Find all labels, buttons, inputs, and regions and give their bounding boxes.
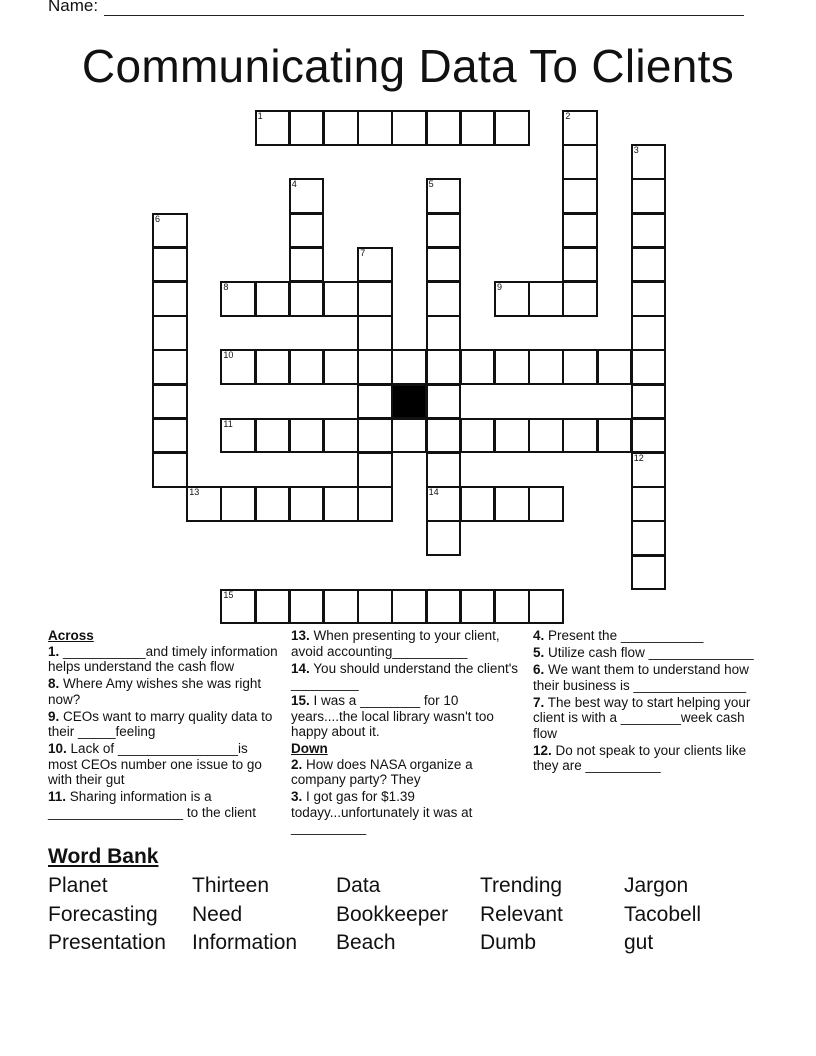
grid-cell[interactable] bbox=[255, 281, 291, 317]
grid-cell[interactable] bbox=[631, 452, 667, 488]
grid-cell[interactable] bbox=[460, 349, 496, 385]
grid-cell[interactable] bbox=[631, 555, 667, 591]
across-clue-1: 1. ___________and timely information helps understand the cash flow bbox=[48, 643, 278, 674]
grid-cell[interactable] bbox=[220, 349, 256, 385]
grid-cell[interactable] bbox=[426, 520, 462, 556]
across-clue-8: 8. Where Amy wishes she was right now? bbox=[48, 676, 262, 707]
grid-cell[interactable] bbox=[255, 486, 291, 522]
down-heading: Down bbox=[291, 741, 328, 756]
word-bank bbox=[48, 872, 768, 958]
grid-cell[interactable] bbox=[289, 349, 325, 385]
grid-cell[interactable] bbox=[631, 213, 667, 249]
grid-cell[interactable] bbox=[426, 281, 462, 317]
word-bank-word: Dumb bbox=[480, 931, 537, 954]
grid-cell[interactable] bbox=[460, 589, 496, 625]
cell-number: 4 bbox=[291, 179, 297, 190]
grid-cell[interactable] bbox=[528, 486, 564, 522]
grid-cell[interactable] bbox=[528, 281, 564, 317]
word-bank-word: Forecasting bbox=[48, 902, 158, 926]
grid-cell[interactable] bbox=[289, 110, 325, 146]
grid-cell[interactable] bbox=[323, 349, 359, 385]
down-clue-2: 2. How does NASA organize a company party? They bbox=[291, 756, 473, 787]
grid-cell[interactable] bbox=[426, 349, 462, 385]
grid-cell[interactable] bbox=[631, 281, 667, 317]
grid-cell[interactable] bbox=[631, 520, 667, 556]
grid-cell[interactable] bbox=[357, 452, 393, 488]
down-clue-12: 12. Do not speak to your clients like they are __________ bbox=[533, 742, 747, 773]
clue-column-1 bbox=[48, 628, 278, 822]
page-title: Communicating Data To Clients bbox=[81, 40, 735, 92]
grid-cell[interactable] bbox=[220, 418, 256, 454]
cell-number: 14 bbox=[428, 487, 439, 498]
word-bank-title: Word Bank bbox=[48, 845, 159, 868]
grid-cell[interactable] bbox=[255, 418, 291, 454]
grid-cell[interactable] bbox=[152, 281, 188, 317]
cell-number: 9 bbox=[497, 282, 503, 292]
grid-cell[interactable] bbox=[289, 213, 325, 249]
grid-cell[interactable] bbox=[494, 110, 530, 146]
grid-cell[interactable] bbox=[494, 589, 530, 625]
grid-cell[interactable] bbox=[631, 315, 667, 351]
grid-cell[interactable] bbox=[186, 486, 222, 522]
word-bank-word: Relevant bbox=[480, 902, 563, 926]
down-clue-4: 4. Present the ___________ bbox=[533, 628, 704, 643]
grid-cell[interactable] bbox=[289, 281, 325, 317]
word-bank-word: Need bbox=[192, 902, 243, 926]
grid-cell[interactable] bbox=[357, 110, 393, 146]
grid-cell[interactable] bbox=[152, 452, 188, 488]
down-clue-3: 3. I got gas for $1.39 todayy...unfortunately it was at __________ bbox=[291, 789, 473, 835]
grid-cell[interactable] bbox=[323, 486, 359, 522]
grid-cell[interactable] bbox=[562, 178, 598, 214]
word-bank-word: Presentation bbox=[48, 931, 166, 954]
grid-cell[interactable] bbox=[391, 349, 427, 385]
cell-number: 6 bbox=[155, 213, 161, 224]
grid-cell[interactable] bbox=[426, 486, 462, 522]
grid-cell[interactable] bbox=[426, 452, 462, 488]
across-clue-14: 14. You should understand the client's _________ bbox=[291, 660, 519, 691]
word-bank-word: Beach bbox=[336, 931, 396, 954]
grid-cell[interactable] bbox=[289, 178, 325, 214]
grid-cell[interactable] bbox=[357, 247, 393, 283]
grid-cell[interactable] bbox=[289, 247, 325, 283]
grid-cell[interactable] bbox=[631, 418, 667, 454]
down-clue-6: 6. We want them to understand how their business is _______________ bbox=[533, 662, 749, 693]
grid-cell[interactable] bbox=[357, 315, 393, 351]
down-clue-7: 7. The best way to start helping your client is with a ________week cash flow bbox=[533, 694, 751, 741]
grid-cell[interactable] bbox=[631, 349, 667, 385]
grid-cell[interactable] bbox=[391, 418, 427, 454]
grid-cell[interactable] bbox=[357, 418, 393, 454]
word-bank-word: Jargon bbox=[624, 874, 689, 897]
across-clue-11: 11. Sharing information is a __________________ to the client bbox=[48, 789, 256, 820]
cell-number: 12 bbox=[633, 453, 644, 463]
grid-cell[interactable] bbox=[562, 247, 598, 283]
grid-cell[interactable] bbox=[255, 110, 291, 146]
grid-cell[interactable] bbox=[631, 144, 667, 180]
word-bank-word: Planet bbox=[48, 874, 108, 897]
grid-cell[interactable] bbox=[357, 384, 393, 420]
grid-cell[interactable] bbox=[391, 589, 427, 625]
grid-cell[interactable] bbox=[528, 418, 564, 454]
grid-cell[interactable] bbox=[494, 486, 530, 522]
word-bank-word: Data bbox=[336, 874, 381, 897]
grid-cell[interactable] bbox=[631, 384, 667, 420]
grid-cell[interactable] bbox=[152, 384, 188, 420]
grid-cell[interactable] bbox=[562, 144, 598, 180]
grid-cell[interactable] bbox=[562, 349, 598, 385]
grid-cell[interactable] bbox=[631, 178, 667, 214]
cell-number: 11 bbox=[223, 418, 233, 429]
cell-number: 5 bbox=[428, 179, 434, 190]
cell-number: 8 bbox=[223, 282, 229, 292]
grid-cell[interactable] bbox=[494, 281, 530, 317]
grid-cell[interactable] bbox=[528, 589, 564, 625]
grid-cell[interactable] bbox=[631, 486, 667, 522]
across-clue-10: 10. Lack of ________________is most CEOs number one issue to go with their gut bbox=[48, 741, 262, 787]
grid-cell[interactable] bbox=[255, 349, 291, 385]
grid-cell[interactable] bbox=[460, 110, 496, 146]
grid-cell[interactable] bbox=[357, 349, 393, 385]
grid-cell[interactable] bbox=[426, 213, 462, 249]
grid-cell[interactable] bbox=[426, 315, 462, 351]
grid-cell[interactable] bbox=[631, 247, 667, 283]
grid-cell[interactable] bbox=[426, 384, 462, 420]
grid-cell[interactable] bbox=[562, 281, 598, 317]
grid-cell[interactable] bbox=[460, 486, 496, 522]
grid-cell[interactable] bbox=[289, 589, 325, 625]
grid-cell[interactable] bbox=[357, 281, 393, 317]
grid-cell[interactable] bbox=[152, 418, 188, 454]
grid-cell[interactable] bbox=[323, 281, 359, 317]
across-clue-9: 9. CEOs want to marry quality data to their _____feeling bbox=[48, 708, 273, 739]
name-label: Name: bbox=[48, 0, 99, 15]
cell-number: 15 bbox=[223, 589, 234, 600]
grid-cell[interactable] bbox=[323, 418, 359, 454]
grid-cell[interactable] bbox=[357, 486, 393, 522]
grid-cell[interactable] bbox=[494, 349, 530, 385]
grid-cell[interactable] bbox=[426, 247, 462, 283]
cell-number: 7 bbox=[360, 247, 366, 258]
cell-number: 2 bbox=[565, 111, 571, 121]
grid-cell[interactable] bbox=[426, 418, 462, 454]
grid-cell[interactable] bbox=[426, 589, 462, 625]
grid-cell[interactable] bbox=[494, 418, 530, 454]
clue-column-2 bbox=[291, 628, 523, 837]
grid-cell[interactable] bbox=[562, 213, 598, 249]
grid-cell[interactable] bbox=[152, 315, 188, 351]
clue-column-3 bbox=[533, 628, 765, 775]
grid-cell[interactable] bbox=[152, 349, 188, 385]
grid-cell[interactable] bbox=[562, 110, 598, 146]
grid-cell[interactable] bbox=[152, 213, 188, 249]
grid-cell[interactable] bbox=[460, 418, 496, 454]
word-bank-word: Tacobell bbox=[624, 902, 702, 926]
grid-cell[interactable] bbox=[357, 589, 393, 625]
grid-cell[interactable] bbox=[597, 418, 633, 454]
across-clue-13: 13. When presenting to your client, avoid accounting__________ bbox=[291, 628, 500, 659]
word-bank-word: Trending bbox=[480, 874, 563, 897]
black-cell bbox=[391, 384, 427, 420]
grid-cell[interactable] bbox=[152, 247, 188, 283]
down-clue-5: 5. Utilize cash flow ______________ bbox=[533, 645, 754, 660]
grid-cell[interactable] bbox=[323, 589, 359, 625]
grid-cell[interactable] bbox=[323, 110, 359, 146]
grid-cell[interactable] bbox=[597, 349, 633, 385]
grid-cell[interactable] bbox=[289, 418, 325, 454]
word-bank-word: Thirteen bbox=[192, 874, 270, 897]
cell-number: 13 bbox=[189, 487, 200, 498]
grid-cell[interactable] bbox=[220, 486, 256, 522]
word-bank-word: Information bbox=[192, 931, 298, 954]
cell-number: 10 bbox=[223, 350, 234, 361]
word-bank-word: Bookkeeper bbox=[336, 902, 449, 926]
grid-cell[interactable] bbox=[426, 178, 462, 214]
grid-cell[interactable] bbox=[528, 349, 564, 385]
grid-cell[interactable] bbox=[426, 110, 462, 146]
grid-cell[interactable] bbox=[255, 589, 291, 625]
grid-cell[interactable] bbox=[391, 110, 427, 146]
across-heading: Across bbox=[48, 628, 94, 643]
cell-number: 1 bbox=[257, 111, 263, 121]
grid-cell[interactable] bbox=[220, 281, 256, 317]
cell-number: 3 bbox=[633, 145, 639, 156]
grid-cell[interactable] bbox=[562, 418, 598, 454]
across-clue-15: 15. I was a ________ for 10 years....the local library wasn't too happy about it. bbox=[291, 693, 494, 739]
grid-cell[interactable] bbox=[220, 589, 256, 625]
word-bank-word: gut bbox=[624, 931, 654, 954]
grid-cell[interactable] bbox=[289, 486, 325, 522]
